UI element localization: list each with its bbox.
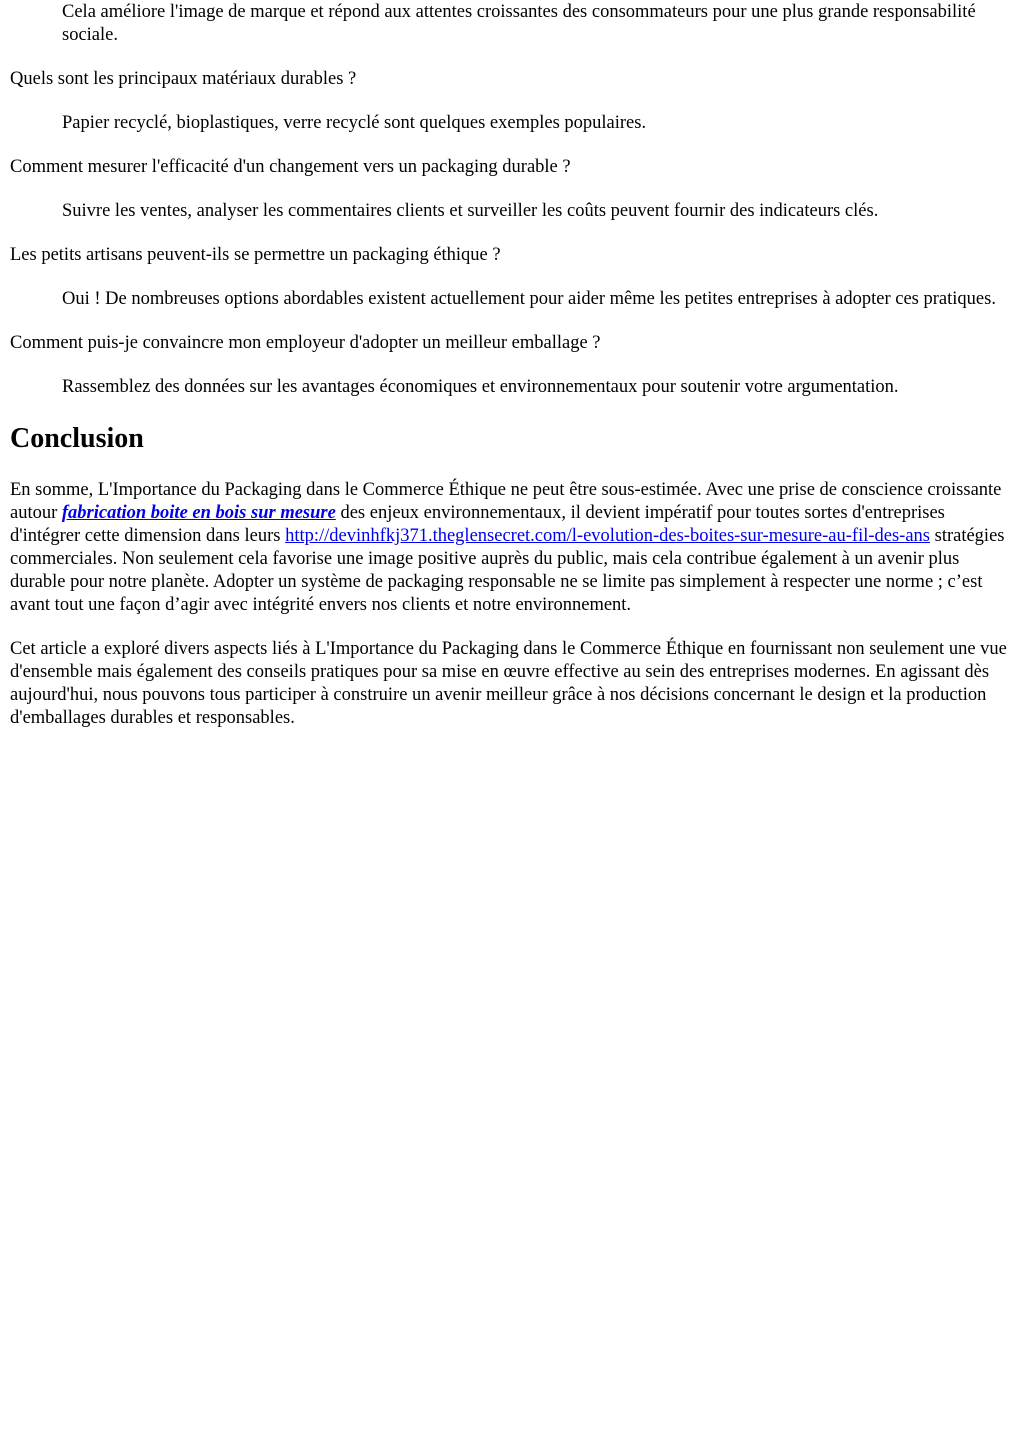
faq-answer-artisans: Oui ! De nombreuses options abordables existent actuellement pour aider même les petites entreprises à adopter ces pratiques. [62, 289, 996, 309]
evolution-article-link[interactable]: http://devinhfkj371.theglensecret.com/l-evolution-des-boites-sur-mesure-au-fil-des-ans [285, 526, 930, 546]
faq-answer-materials: Papier recyclé, bioplastiques, verre recyclé sont quelques exemples populaires. [62, 113, 647, 133]
conclusion-text-part-3: stratégies commerciales. Non seulement cela favorise une image positive auprès du public, mais cela contribue également à un avenir plus durable pour notre planète. Adopter un système de packaging responsable ne se limite pas simplement à respecter une norme ; c’est avant tout une façon d’agir avec intégrité envers nos clients et notre environnement. [10, 526, 1005, 615]
conclusion-text-part-1: En somme, L'Importance du Packaging dans le Commerce Éthique ne peut être sous-estimée. Avec une prise de conscience croissante autour [10, 480, 1002, 523]
faq-answer-measure: Suivre les ventes, analyser les commentaires clients et surveiller les coûts peuvent fournir des indicateurs clés. [62, 201, 879, 221]
conclusion-paragraph-2: Cet article a exploré divers aspects liés à L'Importance du Packaging dans le Commerce Éthique en fournissant non seulement une vue d'ensemble mais également des conseils pratiques pour sa mise en œuvre effective au sein des entreprises modernes. En agissant dès aujourd'hui, nous pouvons tous participer à construire un avenir meilleur grâce à nos décisions concernant le design et la production d'emballages durables et responsables. [10, 639, 1007, 728]
conclusion-paragraph-1 [10, 479, 1014, 617]
faq-question-employer: Comment puis-je convaincre mon employeur d'adopter un meilleur emballage ? [10, 333, 601, 353]
conclusion-text-part-2: des enjeux environnementaux, il devient impératif pour toutes sortes d'entreprises d'intégrer cette dimension dans leurs [10, 503, 945, 546]
faq-question-measure: Comment mesurer l'efficacité d'un changement vers un packaging durable ? [10, 157, 571, 177]
faq-answer-intro: Cela améliore l'image de marque et répond aux attentes croissantes des consommateurs pour une plus grande responsabilité sociale. [62, 2, 976, 45]
faq-question-materials: Quels sont les principaux matériaux durables ? [10, 69, 357, 89]
wooden-box-link[interactable]: fabrication boite en bois sur mesure [61, 503, 336, 523]
faq-question-artisans: Les petits artisans peuvent-ils se permettre un packaging éthique ? [10, 245, 501, 265]
conclusion-heading: Conclusion [10, 423, 144, 454]
faq-answer-employer: Rassemblez des données sur les avantages économiques et environnementaux pour soutenir votre argumentation. [62, 377, 899, 397]
faq-list [10, 0, 1014, 399]
